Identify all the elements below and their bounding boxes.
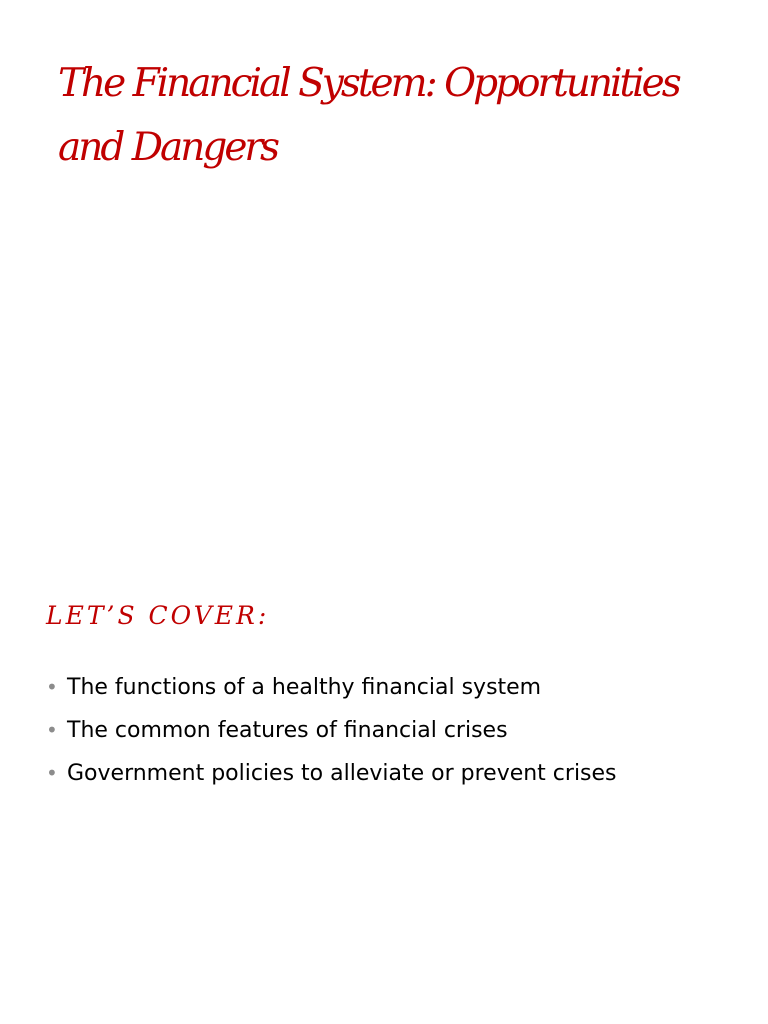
bullet-list [46,668,746,797]
bullet-icon: • [46,761,58,785]
bullet-item [46,668,746,711]
page-title [58,52,718,180]
bullet-item [46,754,746,797]
page-title-line-2: and Dangers [58,125,278,170]
page-title-line-1: The Financial System: Opportunities [58,61,679,106]
bullet-item [46,711,746,754]
bullet-icon: • [46,718,58,742]
section-heading: LET’S COVER: [46,601,270,630]
bullet-text: Government policies to alleviate or prevent crises [67,761,617,786]
bullet-icon: • [46,675,58,699]
bullet-text: The functions of a healthy financial system [67,675,542,700]
bullet-text: The common features of financial crises [67,718,508,743]
